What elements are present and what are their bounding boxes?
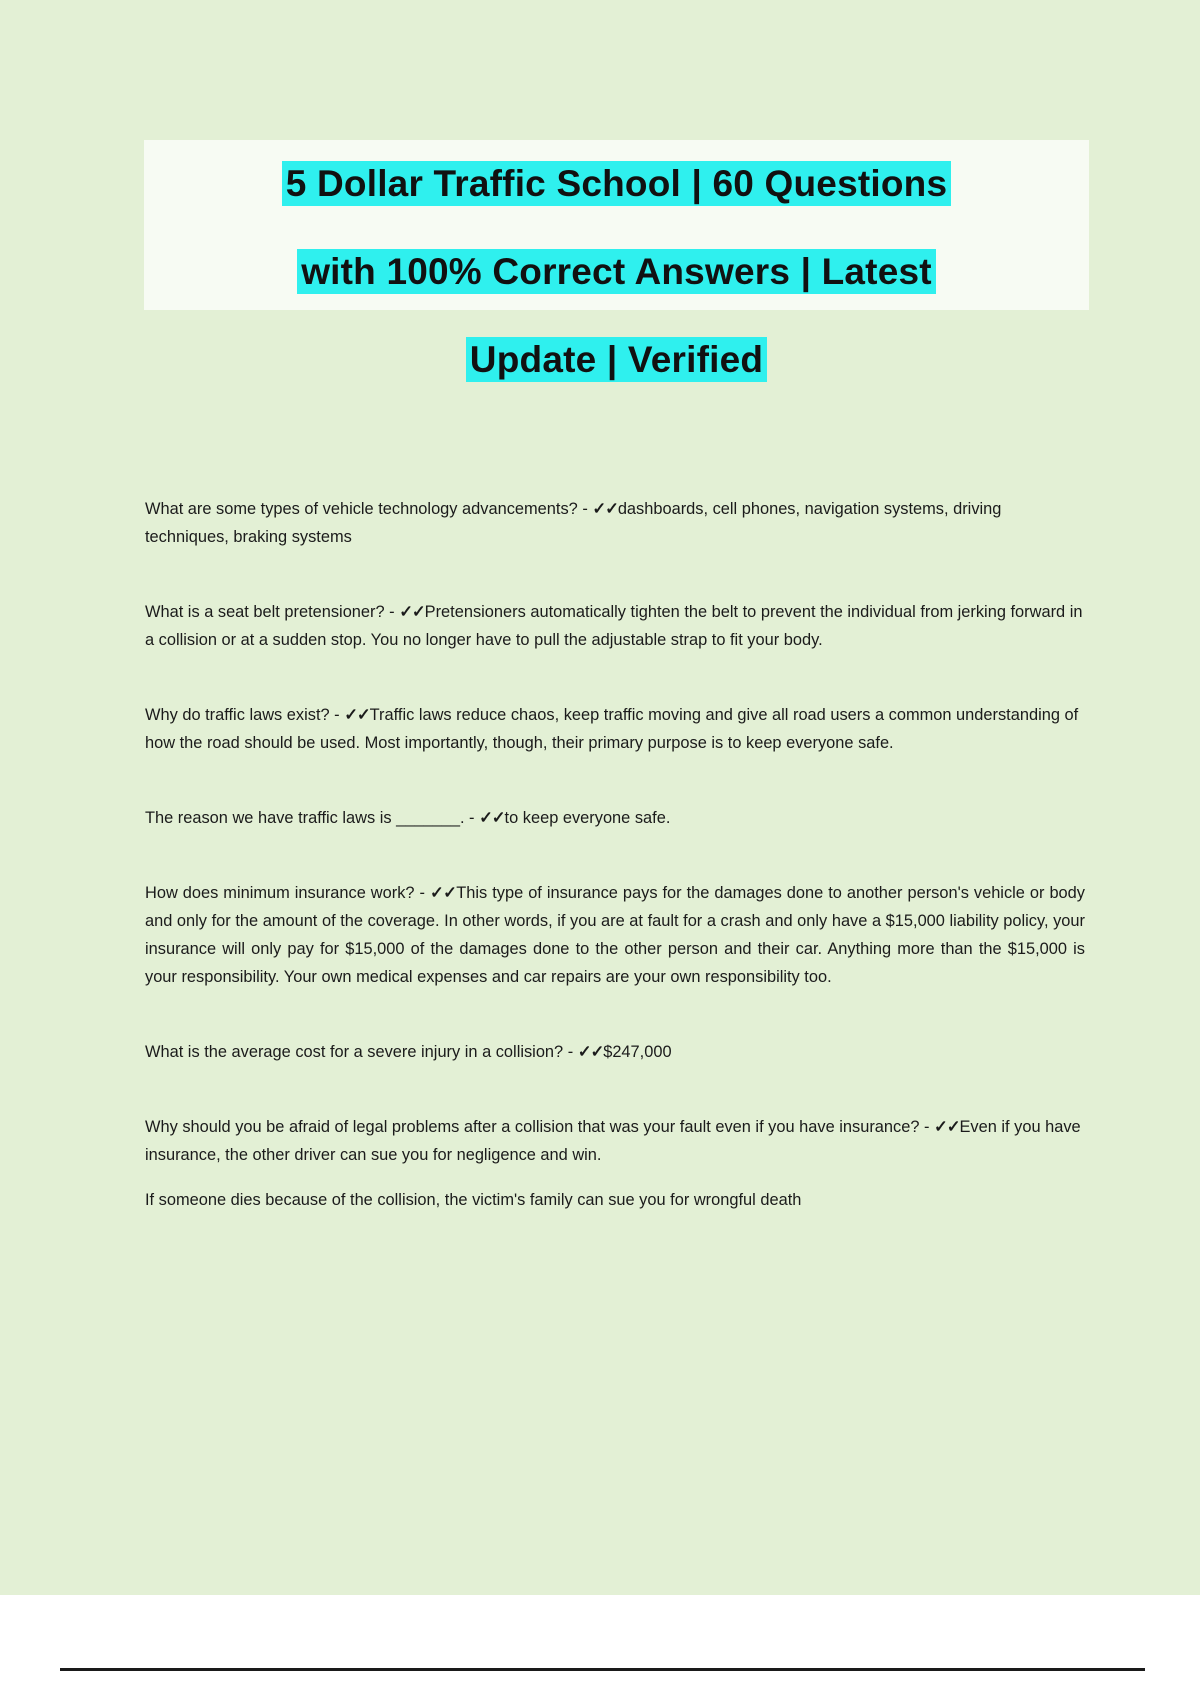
- qa-question: What are some types of vehicle technology advancements? -: [145, 500, 593, 518]
- check-icon: ✓✓: [429, 884, 457, 902]
- title-line-1-text: 5 Dollar Traffic School | 60 Questions: [282, 161, 952, 206]
- qa-question: What is the average cost for a severe injury in a collision? -: [145, 1043, 578, 1061]
- qa-answer: dashboards, cell phones, navigation systems, driving techniques, braking systems: [145, 500, 1002, 546]
- title-line-1: [144, 140, 1089, 228]
- title-line-3: [144, 316, 1089, 404]
- qa-question: What is a seat belt pretensioner? -: [145, 603, 400, 621]
- qa-question: Why do traffic laws exist? -: [145, 706, 345, 724]
- qa-item-body: [145, 1113, 1085, 1169]
- qa-answer-continued: If someone dies because of the collision, the victim's family can sue you for wrongful death: [145, 1191, 802, 1209]
- qa-item: [145, 701, 1085, 757]
- qa-list: [145, 495, 1085, 1230]
- title-line-2-text: with 100% Correct Answers | Latest: [297, 249, 936, 294]
- qa-answer: Even if you have insurance, the other driver can sue you for negligence and win.: [145, 1118, 1081, 1164]
- qa-answer: This type of insurance pays for the damages done to another person's vehicle or body and only for the amount of the coverage. In other words, if you are at fault for a crash and only have a $15,000 liability policy, your insurance will only pay for $15,000 of the damages done to the other person and their car. Anything more than the $15,000 is your responsibility. Your own medical expenses and car repairs are your own responsibility too.: [145, 884, 1085, 986]
- qa-question: The reason we have traffic laws is _______. -: [145, 809, 480, 827]
- check-icon: ✓✓: [344, 706, 370, 724]
- check-icon: ✓✓: [399, 603, 425, 621]
- title-line-3-text: Update | Verified: [466, 337, 767, 382]
- qa-item: [145, 598, 1085, 654]
- check-icon: ✓✓: [934, 1118, 960, 1136]
- footer-divider: [60, 1668, 1145, 1671]
- qa-item: [145, 804, 1085, 832]
- qa-item: [145, 879, 1085, 991]
- page-footer-strip: [0, 1595, 1200, 1670]
- qa-answer: to keep everyone safe.: [504, 809, 671, 827]
- check-icon: ✓✓: [577, 1043, 604, 1061]
- title-line-2: [144, 228, 1089, 316]
- check-icon: ✓✓: [479, 809, 505, 827]
- qa-item: [145, 495, 1085, 551]
- qa-question: Why should you be afraid of legal problems after a collision that was your fault even if you have insurance? -: [145, 1118, 934, 1136]
- check-icon: ✓✓: [592, 500, 618, 518]
- qa-answer: Traffic laws reduce chaos, keep traffic moving and give all road users a common understanding of how the road should be used. Most importantly, though, their primary purpose is to keep everyone safe.: [145, 706, 1079, 752]
- document-title: [144, 140, 1089, 404]
- qa-answer: Pretensioners automatically tighten the belt to prevent the individual from jerking forward in a collision or at a sudden stop. You no longer have to pull the adjustable strap to fit your body.: [145, 603, 1083, 649]
- qa-answer: $247,000: [603, 1043, 672, 1061]
- qa-item: [145, 1113, 1085, 1214]
- qa-question: How does minimum insurance work? -: [145, 884, 430, 902]
- qa-item: [145, 1038, 1085, 1066]
